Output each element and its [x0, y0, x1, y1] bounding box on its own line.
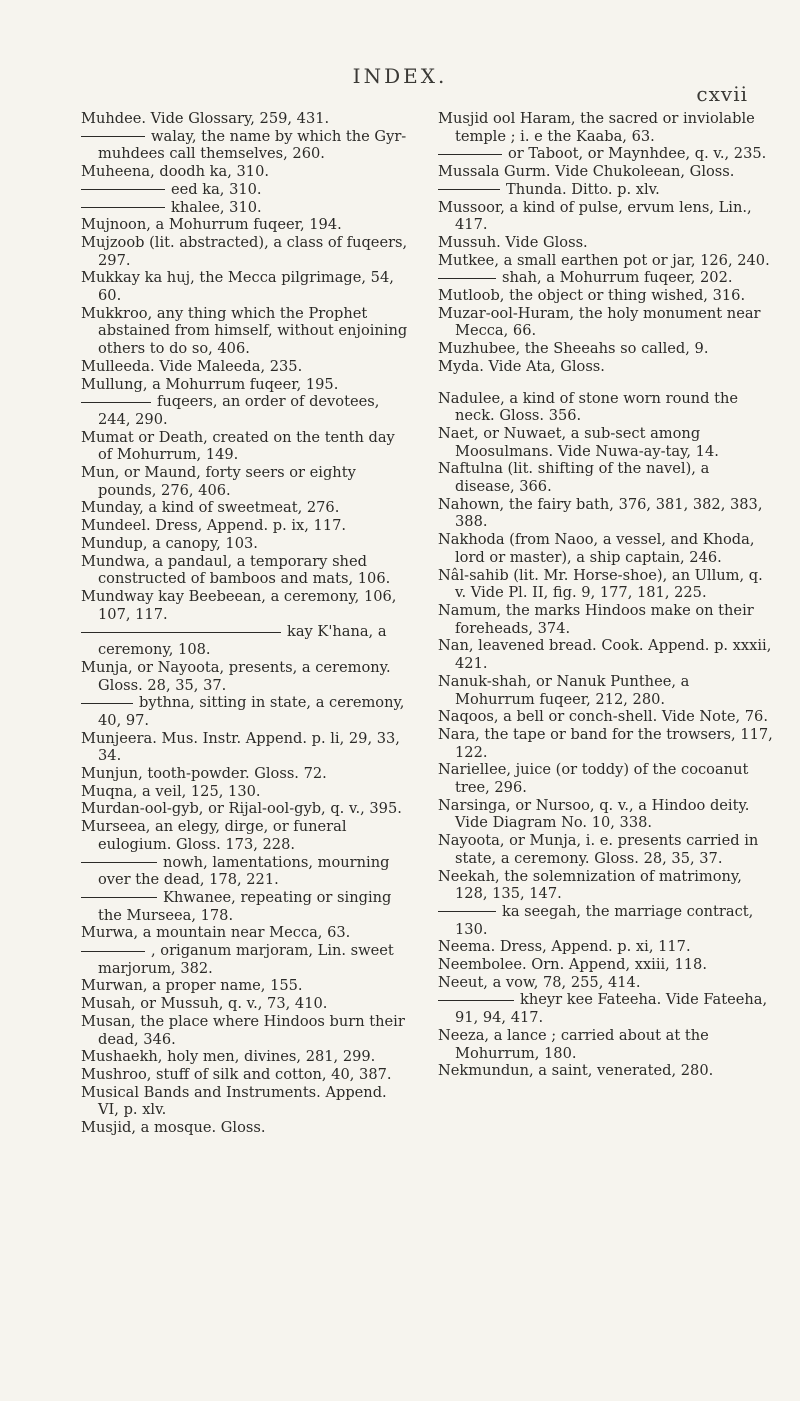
index-entry: [438, 358, 773, 376]
index-entry: [81, 110, 411, 128]
index-entry-text: Thunda. Ditto. p. xlv.: [506, 180, 660, 198]
index-entry-text: Musjid, a mosque. Gloss.: [81, 1119, 266, 1137]
index-entry: [81, 181, 411, 199]
index-entry: [438, 938, 773, 956]
index-entry-text: Naftulna (lit. shifting of the navel), a disease, 366.: [438, 460, 710, 496]
ditto-dash: [438, 154, 502, 155]
index-entry-text: Nadulee, a kind of stone worn round the neck. Gloss. 356.: [438, 389, 739, 425]
index-entry: [438, 110, 773, 145]
index-entry-text: Mundeel. Dress, Append. p. ix, 117.: [81, 517, 347, 535]
index-entry: [438, 181, 773, 199]
index-entry: [438, 305, 773, 340]
ditto-dash: [81, 189, 165, 190]
index-entry: [81, 659, 411, 694]
index-entry: [81, 942, 411, 977]
index-entry-text: Muhdee. Vide Glossary, 259, 431.: [81, 110, 330, 127]
index-column-left: [81, 110, 411, 1137]
index-entry-text: kheyr kee Fateeha. Vide Fateeha, 91, 94, 417.: [455, 991, 768, 1027]
index-entry-text: Neembolee. Orn. Append, xxiii, 118.: [438, 956, 707, 974]
index-entry: [81, 694, 411, 729]
index-entry-text: Naet, or Nuwaet, a sub-sect among Moosulmans. Vide Nuwa-ay-tay, 14.: [438, 424, 719, 460]
index-entry-text: Munjeera. Mus. Instr. Append. p. li, 29, 33, 34.: [81, 729, 400, 765]
index-entry-text: Nanuk-shah, or Nanuk Punthee, a Mohurrum fuqeer, 212, 280.: [438, 672, 690, 708]
index-entry: [438, 145, 773, 163]
index-entry-text: Muheena, doodh ka, 310.: [81, 163, 270, 181]
page-number: cxvii: [696, 82, 748, 106]
ditto-dash: [438, 911, 496, 912]
ditto-dash: [438, 278, 496, 279]
index-entry-text: Mundup, a canopy, 103.: [81, 534, 258, 552]
index-entry: [438, 991, 773, 1026]
index-entry-text: Nara, the tape or band for the trowsers, 117, 122.: [438, 725, 773, 761]
index-entry: [438, 234, 773, 252]
index-entry: [81, 517, 411, 535]
index-entry-text: Nayoota, or Munja, i. e. presents carried in state, a ceremony. Gloss. 28, 35, 37.: [438, 832, 759, 867]
index-entry: [438, 726, 773, 761]
ditto-dash: [81, 862, 157, 863]
index-entry: [438, 673, 773, 708]
index-entry: [81, 464, 411, 499]
index-entry: [81, 553, 411, 588]
ditto-dash: [438, 1000, 514, 1001]
index-entry-text: Murseea, an elegy, dirge, or funeral eulogium. Gloss. 173, 228.: [81, 818, 347, 853]
index-entry-text: Nariellee, juice (or toddy) of the cocoanut tree, 296.: [438, 761, 749, 797]
ditto-dash: [81, 632, 281, 633]
index-entry: [81, 1066, 411, 1084]
index-entry-text: Mumat or Death, created on the tenth day of Mohurrum, 149.: [81, 428, 395, 464]
index-entry-text: Musah, or Mussuh, q. v., 73, 410.: [81, 995, 328, 1013]
index-entry-text: Neeza, a lance ; carried about at the Mohurrum, 180.: [438, 1026, 709, 1062]
index-entry: [438, 269, 773, 287]
index-entry-text: Munday, a kind of sweetmeat, 276.: [81, 499, 340, 517]
index-entry-text: Mundway kay Beebeean, a ceremony, 106, 107, 117.: [81, 587, 397, 623]
index-entry: [438, 163, 773, 181]
index-entry-text: Mussala Gurm. Vide Chukoleean, Gloss.: [438, 163, 735, 181]
ditto-dash: [81, 951, 145, 952]
index-entry: [438, 252, 773, 270]
index-entry: [438, 567, 773, 602]
index-entry-text: Nâl-sahib (lit. Mr. Horse-shoe), an Ullum, q. v. Vide Pl. II, fig. 9, 177, 181, 225.: [438, 566, 763, 602]
index-entry-text: Murwa, a mountain near Mecca, 63.: [81, 924, 351, 942]
ditto-dash: [81, 136, 145, 137]
index-entry-text: Mussuh. Vide Gloss.: [438, 233, 588, 251]
index-entry: [81, 800, 411, 818]
ditto-dash: [438, 189, 500, 190]
index-entry: [81, 995, 411, 1013]
index-entry-text: Nan, leavened bread. Cook. Append. p. xxxii, 421.: [438, 637, 772, 673]
index-entry: [438, 531, 773, 566]
index-entry: [81, 128, 411, 163]
index-entry-text: eed ka, 310.: [171, 180, 262, 198]
index-entry: [81, 783, 411, 801]
index-entry-text: Munjun, tooth-powder. Gloss. 72.: [81, 765, 327, 783]
index-entry-text: Mussoor, a kind of pulse, ervum lens, Lin., 417.: [438, 198, 752, 234]
index-entry: [438, 460, 773, 495]
index-entry: [438, 868, 773, 903]
index-entry-text: kay K'hana, a ceremony, 108.: [98, 623, 387, 659]
index-entry-text: bythna, sitting in state, a ceremony, 40, 97.: [98, 694, 405, 729]
index-entry: [438, 199, 773, 234]
index-entry: [81, 305, 411, 358]
index-entry-text: Neekah, the solemnization of matrimony, 128, 135, 147.: [438, 867, 742, 903]
index-entry: [438, 1027, 773, 1062]
index-entry-text: Myda. Vide Ata, Gloss.: [438, 357, 605, 375]
index-entry-text: Mutkee, a small earthen pot or jar, 126, 240.: [438, 251, 770, 269]
index-entry: [81, 924, 411, 942]
index-entry-text: Mushaekh, holy men, divines, 281, 299.: [81, 1048, 376, 1066]
index-entry-text: Mukkroo, any thing which the Prophet abstained from himself, without enjoining others to do so, 406.: [81, 304, 408, 358]
index-entry-text: Musan, the place where Hindoos burn their dead, 346.: [81, 1012, 405, 1048]
index-entry-text: walay, the name by which the Gyr-muhdees call themselves, 260.: [98, 127, 407, 163]
index-entry: [81, 854, 411, 889]
index-entry-text: Nahown, the fairy bath, 376, 381, 382, 383, 388.: [438, 495, 763, 531]
index-entry: [438, 496, 773, 531]
index-entry: [81, 376, 411, 394]
index-column-right: [438, 110, 773, 1080]
index-entry-text: Muzhubee, the Sheeahs so called, 9.: [438, 340, 709, 358]
ditto-dash: [81, 402, 151, 403]
index-entry-text: Murdan-ool-gyb, or Rijal-ool-gyb, q. v., 395.: [81, 800, 402, 818]
index-entry-text: Mullung, a Mohurrum fuqeer, 195.: [81, 375, 339, 393]
index-entry: [438, 340, 773, 358]
index-entry-text: Mushroo, stuff of silk and cotton, 40, 387.: [81, 1065, 392, 1083]
index-entry: [438, 956, 773, 974]
index-entry-text: Mulleeda. Vide Maleeda, 235.: [81, 357, 303, 375]
index-entry: [81, 889, 411, 924]
index-entry: [81, 499, 411, 517]
index-entry: [438, 903, 773, 938]
index-entry-text: Mujnoon, a Mohurrum fuqeer, 194.: [81, 216, 342, 234]
index-entry: [438, 761, 773, 796]
index-entry: [81, 1048, 411, 1066]
index-entry: [81, 818, 411, 853]
index-entry: [81, 163, 411, 181]
index-entry-text: Mundwa, a pandaul, a temporary shed constructed of bamboos and mats, 106.: [81, 552, 391, 588]
index-entry: [438, 390, 773, 425]
index-entry: [81, 623, 411, 658]
index-entry-text: Khwanee, repeating or singing the Murseea, 178.: [98, 888, 392, 924]
index-entry: [81, 1119, 411, 1137]
index-entry: [438, 425, 773, 460]
index-entry-text: Muqna, a veil, 125, 130.: [81, 782, 261, 800]
index-entry-text: Neeut, a vow, 78, 255, 414.: [438, 973, 641, 991]
index-entry: [81, 730, 411, 765]
index-entry-text: Murwan, a proper name, 155.: [81, 977, 303, 995]
index-entry: [81, 1084, 411, 1119]
index-entry-text: Nekmundun, a saint, venerated, 280.: [438, 1062, 714, 1080]
index-entry-text: Musjid ool Haram, the sacred or inviolable temple ; i. e the Kaaba, 63.: [438, 110, 755, 145]
index-entry: [81, 429, 411, 464]
ditto-dash: [81, 703, 133, 704]
index-entry: [81, 234, 411, 269]
index-entry: [438, 602, 773, 637]
index-entry: [438, 797, 773, 832]
ditto-dash: [81, 897, 157, 898]
index-entry: [81, 977, 411, 995]
index-entry: [438, 637, 773, 672]
index-entry: [81, 358, 411, 376]
index-entry: [81, 588, 411, 623]
index-entry: [81, 269, 411, 304]
index-entry: [81, 393, 411, 428]
index-entry-text: Naqoos, a bell or conch-shell. Vide Note, 76.: [438, 708, 768, 726]
index-entry-text: Munja, or Nayoota, presents, a ceremony. Gloss. 28, 35, 37.: [81, 658, 391, 694]
index-entry: [81, 216, 411, 234]
index-entry: [81, 199, 411, 217]
ditto-dash: [81, 207, 165, 208]
index-entry: [438, 708, 773, 726]
index-entry-text: Narsinga, or Nursoo, q. v., a Hindoo deity. Vide Diagram No. 10, 338.: [438, 796, 750, 832]
index-entry-text: Muzar-ool-Huram, the holy monument near Mecca, 66.: [438, 304, 761, 340]
index-entry: [438, 287, 773, 305]
index-entry-text: Mun, or Maund, forty seers or eighty pounds, 276, 406.: [81, 464, 356, 499]
index-entry-text: Nakhoda (from Naoo, a vessel, and Khoda, lord or master), a ship captain, 246.: [438, 531, 755, 566]
index-entry: [81, 535, 411, 553]
index-entry-text: khalee, 310.: [171, 198, 262, 216]
index-entry-text: Musical Bands and Instruments. Append. VI, p. xlv.: [81, 1083, 387, 1119]
index-entry-text: shah, a Mohurrum fuqeer, 202.: [502, 269, 733, 287]
page-header-center: INDEX.: [352, 64, 448, 88]
index-entry-text: ka seegah, the marriage contract, 130.: [455, 902, 754, 938]
index-entry-text: or Taboot, or Maynhdee, q. v., 235.: [508, 145, 767, 163]
index-entry: [81, 765, 411, 783]
index-entry: [438, 832, 773, 867]
index-entry-text: Neema. Dress, Append. p. xi, 117.: [438, 938, 691, 956]
index-entry-text: Mutloob, the object or thing wished, 316.: [438, 287, 746, 305]
index-entry-text: Namum, the marks Hindoos make on their foreheads, 374.: [438, 601, 754, 637]
index-entry-text: , origanum marjoram, Lin. sweet marjorum, 382.: [98, 942, 394, 977]
index-entry: [81, 1013, 411, 1048]
index-entry-text: nowh, lamentations, mourning over the dead, 178, 221.: [98, 853, 390, 889]
index-entry: [438, 1062, 773, 1080]
index-entry-text: Mujzoob (lit. abstracted), a class of fuqeers, 297.: [81, 233, 408, 269]
index-entry: [438, 974, 773, 992]
index-entry-text: fuqeers, an order of devotees, 244, 290.: [98, 393, 380, 428]
index-entry-text: Mukkay ka huj, the Mecca pilgrimage, 54, 60.: [81, 269, 394, 305]
